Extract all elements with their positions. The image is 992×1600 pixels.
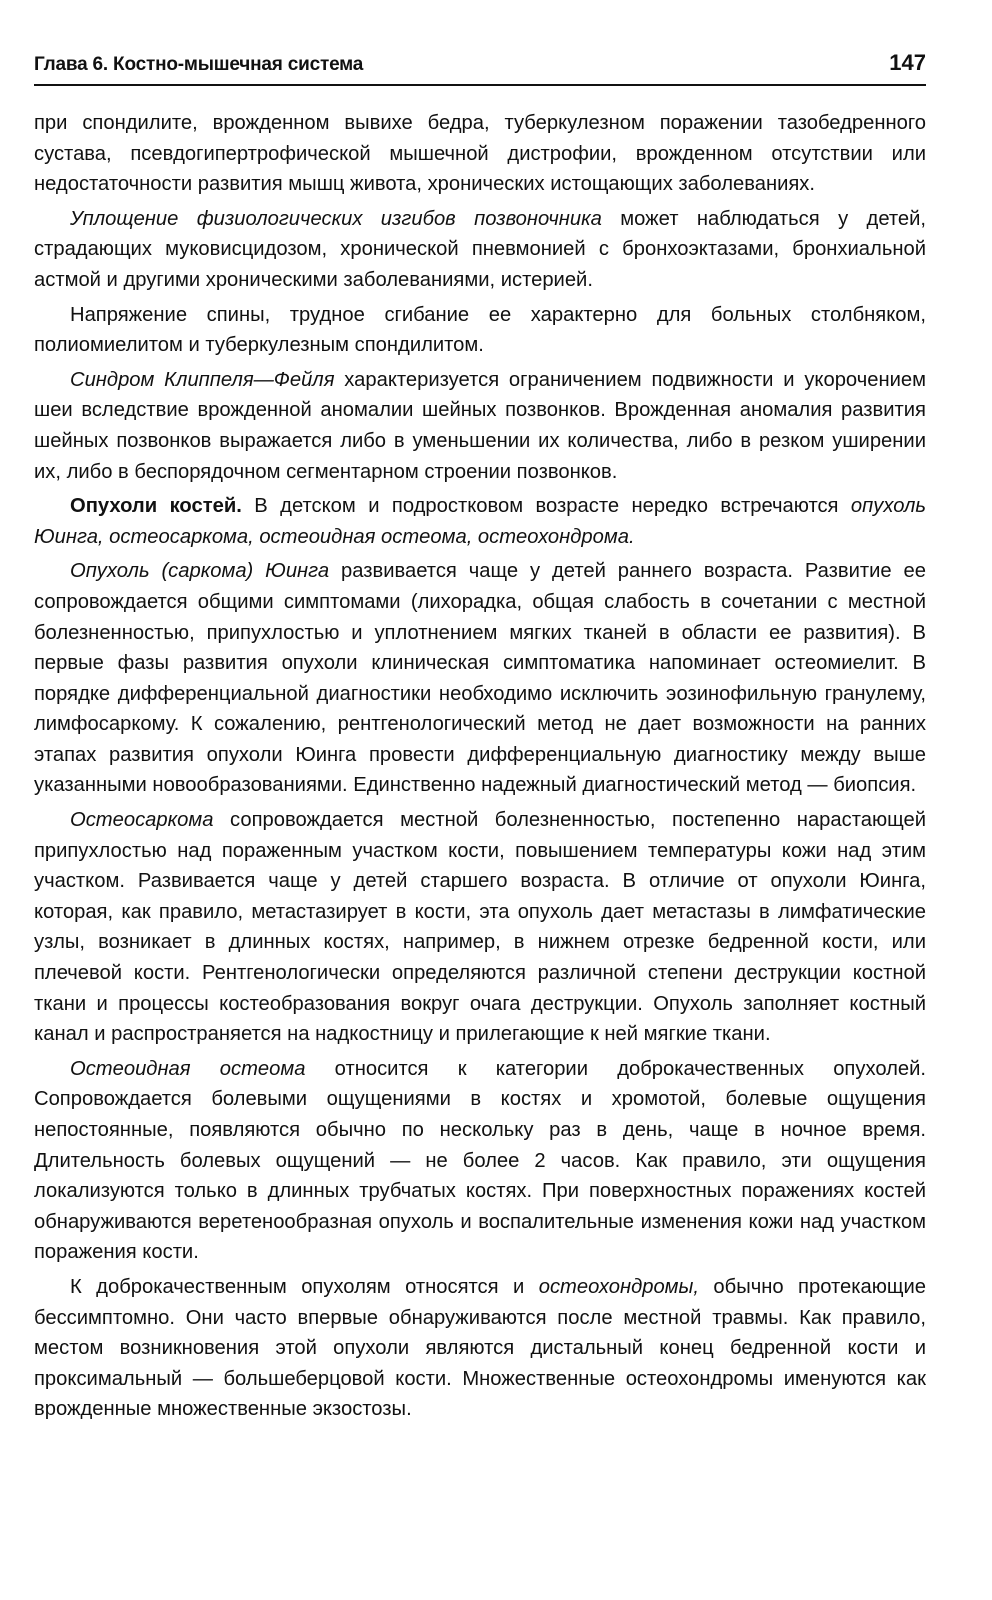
paragraph-flattening — [34, 204, 926, 296]
paragraph-text: Напряжение спины, трудное сгибание ее характерно для больных столбняком, полиомиелитом и туберкулезным спондилитом. — [34, 303, 926, 357]
page-body — [34, 108, 926, 1425]
italic-term: Остеосаркома — [70, 809, 214, 832]
paragraph-text: при спондилите, врожденном вывихе бедра, туберкулезном поражении тазобедренного сустава, псевдогипертрофической мышечной дистрофии, врожденном отсутствии или недостаточности развития мышц живота, хронических истощающих заболеваниях. — [34, 112, 926, 196]
paragraph-klippel-feil — [34, 365, 926, 487]
paragraph-text: сопровождается местной болезненностью, постепенно нарастающей припухлостью над пораженным участком кости, повышением температуры кожи над этим участком. Развивается чаще у детей старшего возраста. В отличие от опухоли Юинга, которая, как правило, метастазирует в кости, эта опухоль дает метастазы в лимфатические узлы, возникает в длинных костях, например, в нижнем отрезке бедренной кости, или плечевой кости. Рентгенологически определяются различной степени деструкции костной ткани и процессы костеобразования вокруг очага деструкции. Опухоль заполняет костный канал и распространяется на надкостницу и прилегающие к ней мягкие ткани. — [34, 809, 926, 1046]
italic-term: Остеоидная остеома — [70, 1057, 306, 1080]
paragraph-bone-tumors — [34, 491, 926, 552]
paragraph-osteoid-osteoma — [34, 1054, 926, 1268]
italic-term-list: опухоль Юинга, остеосаркома, остеоидная остеома, остеохондрома. — [34, 495, 927, 548]
italic-term: Синдром Клиппеля—Фейля — [70, 368, 335, 391]
italic-term: остеохондромы, — [538, 1275, 699, 1298]
page-number: 147 — [889, 50, 926, 75]
paragraph-text: К доброкачественным опухолям относятся и — [70, 1275, 539, 1298]
paragraph-back-tension — [34, 300, 926, 361]
paragraph-continuation — [34, 108, 926, 200]
italic-term: Уплощение физиологических изгибов позвоночника — [70, 207, 602, 230]
paragraph-osteosarcoma — [34, 805, 926, 1050]
book-page — [34, 50, 926, 1425]
paragraph-text: характеризуется ограничением подвижности и укорочением шеи вследствие врожденной аномалии шейных позвонков. Врожденная аномалия развития шейных позвонков выражается либо в уменьшении их количества, либо в резком уширении их, либо в беспорядочном сегментарном строении позвонков. — [34, 368, 926, 483]
paragraph-text: относится к категории доброкачественных опухолей. Сопровождается болевыми ощущениями в костях и хромотой, болевые ощущения непостоянные, появляются обычно по нескольку раз в день, чаще в ночное время. Длительность болевых ощущений — не более 2 часов. Как правило, эти ощущения локализуются только в длинных трубчатых костях. При поверхностных поражениях костей обнаруживаются веретенообразная опухоль и воспалительные изменения кожи над участком поражения кости. — [34, 1057, 926, 1264]
paragraph-text: В детском и подростковом возрасте нередко встречаются — [241, 495, 851, 518]
paragraph-osteochondroma — [34, 1272, 926, 1425]
paragraph-ewing — [34, 556, 926, 801]
paragraph-text: обычно протекающие бессимптомно. Они часто впервые обнаруживаются после местной травмы. Как правило, местом возникновения этой опухоли являются дистальный конец бедренной кости и проксимальный — большеберцовой кости. Множественные остеохондромы именуются как врожденные множественные экзостозы. — [34, 1275, 926, 1421]
page-header — [34, 50, 926, 86]
paragraph-text: может наблюдаться у детей, страдающих муковисцидозом, хронической пневмонией с бронхоэктазами, бронхиальной астмой и другими хроническими заболеваниями, истерией. — [34, 207, 927, 291]
chapter-title: Глава 6. Костно-мышечная система — [34, 54, 364, 75]
paragraph-text: развивается чаще у детей раннего возраста. Развитие ее сопровождается общими симптомами (лихорадка, общая слабость в сочетании с местной болезненностью, припухлостью и уплотнением мягких тканей в области ее развития). В первые фазы развития опухоли клиническая симптоматика напоминает остеомиелит. В порядке дифференциальной диагностики необходимо исключить эозинофильную гранулему, лимфосаркому. К сожалению, рентгенологический метод не дает возможности на ранних этапах развития опухоли Юинга провести дифференциальную диагностику между выше указанными новообразованиями. Единственно надежный диагностический метод — биопсия. — [34, 560, 927, 797]
italic-term: Опухоль (саркома) Юинга — [70, 560, 330, 583]
section-heading: Опухоли костей. — [70, 495, 242, 518]
